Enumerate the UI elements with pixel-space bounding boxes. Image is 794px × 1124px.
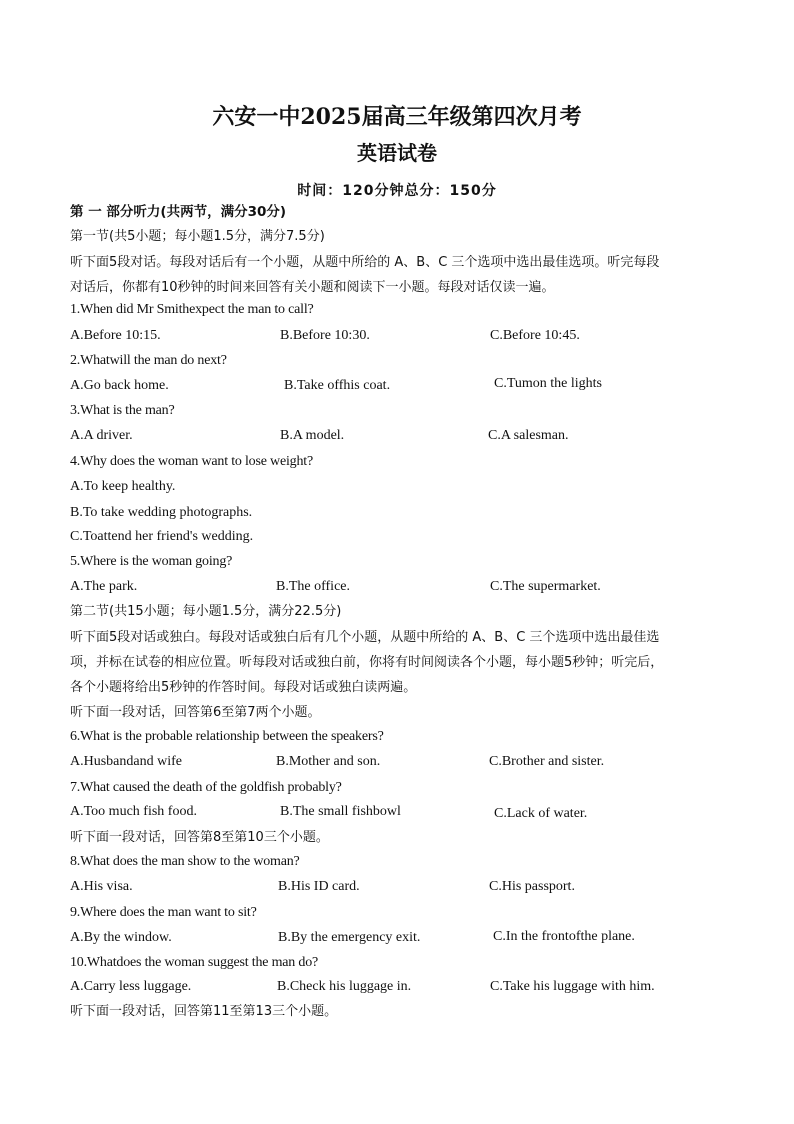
q9-option-a: A.By the window. [70, 930, 172, 945]
dialog-7-instructions: 听下面一段对话，回答第8至第10三个小题。 [70, 830, 329, 845]
q2-option-a: A.Go back home. [70, 378, 169, 393]
question-2: 2.Whatwill the man do next? [70, 353, 227, 368]
exam-time-info: 时间：120分钟总分：150分 [297, 183, 497, 199]
question-10: 10.Whatdoes the woman suggest the man do? [70, 955, 319, 970]
question-1: 1.When did Mr Smithexpect the man to call? [70, 302, 314, 317]
exam-title: 六安一中2025届高三年级第四次月考 [212, 104, 582, 130]
q3-option-c: C.A salesman. [488, 428, 569, 443]
q5-option-b: B.The office. [276, 579, 350, 594]
dialog-8-instructions: 听下面一段对话，回答第11至第13三个小题。 [70, 1004, 338, 1019]
exam-subject: 英语试卷 [357, 141, 437, 165]
q10-option-c: C.Take his luggage with him. [490, 979, 655, 994]
section2-heading: 第二节(共15小题；每小题1.5分，满分22.5分) [70, 604, 342, 619]
q8-option-c: C.His passport. [489, 879, 575, 894]
section2-instructions-2: 项，并标在试卷的相应位置。听每段对话或独白前，你将有时间阅读各个小题，每小题5秒钟；听完后， [70, 655, 664, 670]
q2-option-c: C.Tumon the lights [494, 376, 603, 391]
q9-option-c: C.In the frontofthe plane. [493, 929, 635, 944]
q1-option-a: A.Before 10:15. [70, 328, 161, 343]
q4-option-c: C.Toattend her friend's wedding. [70, 529, 254, 544]
section2-instructions-3: 各个小题将给出5秒钟的作答时间。每段对话或独白读两遍。 [70, 680, 417, 695]
q10-option-a: A.Carry less luggage. [70, 979, 192, 994]
q7-option-a: A.Too much fish food. [70, 804, 197, 819]
q7-option-c: C.Lack of water. [494, 806, 588, 821]
section1-heading: 第一节(共5小题；每小题1.5分，满分7.5分) [70, 229, 325, 244]
question-6: 6.What is the probable relationship between the speakers? [70, 729, 384, 744]
q7-option-b: B.The small fishbowl [280, 804, 401, 819]
q2-option-b: B.Take offhis coat. [284, 378, 391, 393]
part1-heading: 第 一 部分听力(共两节，满分30分) [70, 204, 287, 220]
q6-option-a: A.Husbandand wife [70, 754, 182, 769]
q1-option-b: B.Before 10:30. [280, 328, 370, 343]
q3-option-a: A.A driver. [70, 428, 133, 443]
q3-option-b: B.A model. [280, 428, 345, 443]
q6-option-b: B.Mother and son. [276, 754, 381, 769]
q8-option-b: B.His ID card. [278, 879, 360, 894]
question-5: 5.Where is the woman going? [70, 554, 233, 569]
q4-option-a: A.To keep healthy. [70, 479, 176, 494]
q5-option-c: C.The supermarket. [490, 579, 601, 594]
q8-option-a: A.His visa. [70, 879, 133, 894]
question-3: 3.What is the man? [70, 403, 175, 418]
dialog-6-instructions: 听下面一段对话，回答第6至第7两个小题。 [70, 705, 321, 720]
question-4: 4.Why does the woman want to lose weight? [70, 454, 313, 469]
q4-option-b: B.To take wedding photographs. [70, 505, 253, 520]
q5-option-a: A.The park. [70, 579, 138, 594]
q10-option-b: B.Check his luggage in. [277, 979, 412, 994]
q9-option-b: B.By the emergency exit. [278, 930, 421, 945]
question-7: 7.What caused the death of the goldfish probably? [70, 780, 342, 795]
section1-instructions-2: 对话后，你都有10秒钟的时间来回答有关小题和阅读下一小题。每段对话仅读一遍。 [70, 280, 555, 295]
q1-option-c: C.Before 10:45. [490, 328, 580, 343]
section2-instructions-1: 听下面5段对话或独白。每段对话或独白后有几个小题，从题中所给的 A、B、C 三个选项中选出最佳选 [70, 630, 660, 645]
question-9: 9.Where does the man want to sit? [70, 905, 257, 920]
q6-option-c: C.Brother and sister. [489, 754, 605, 769]
section1-instructions-1: 听下面5段对话。每段对话后有一个小题，从题中所给的 A、B、C 三个选项中选出最佳选项。听完每段 [70, 255, 660, 270]
question-8: 8.What does the man show to the woman? [70, 854, 300, 869]
